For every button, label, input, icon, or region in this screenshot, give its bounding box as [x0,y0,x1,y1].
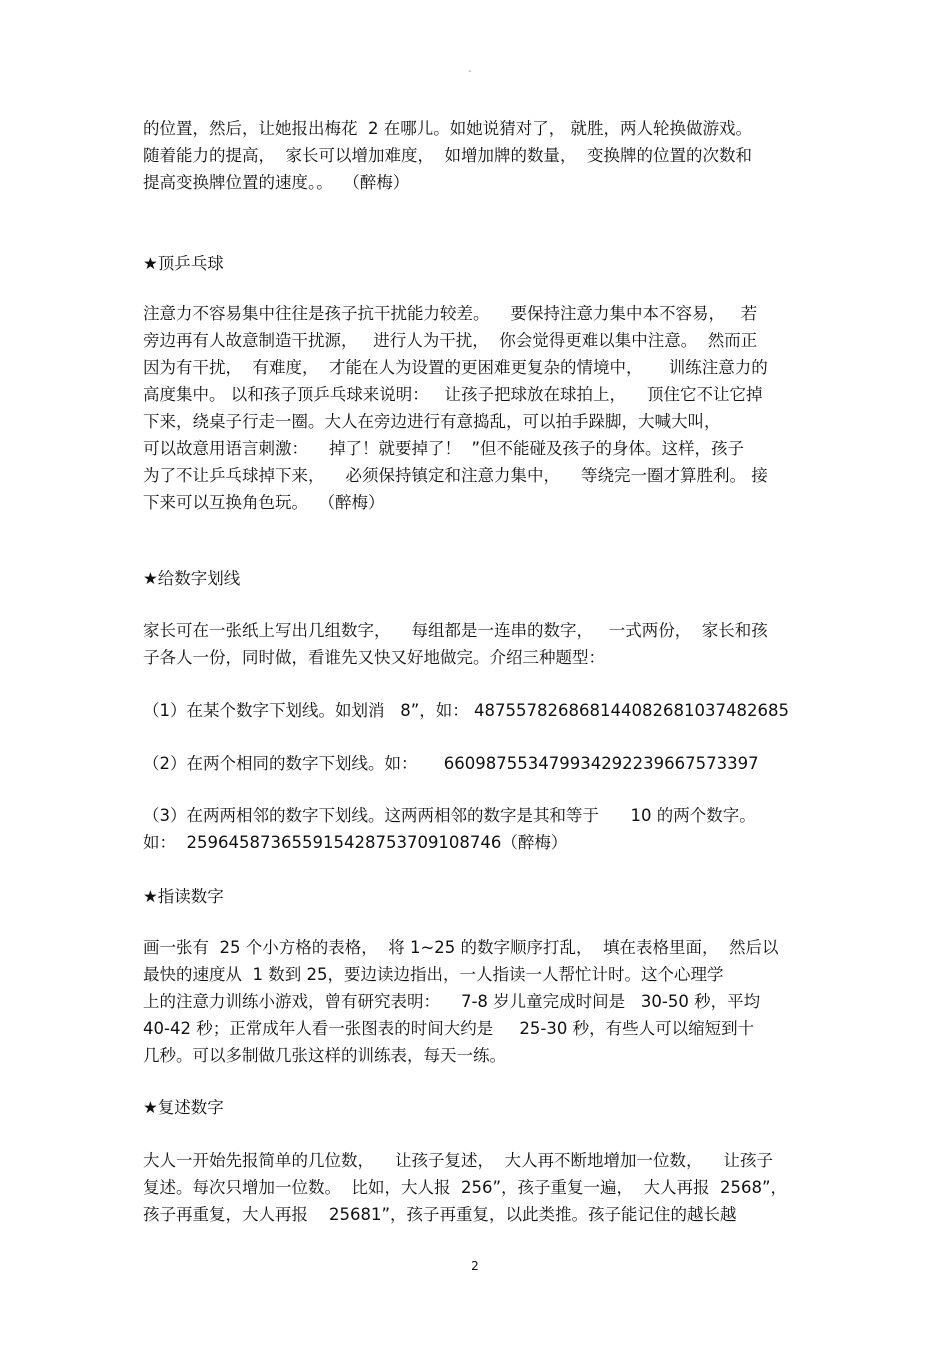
text-line: （1）在某个数字下划线。如划消 8”，如： 487557826868144082681037482685 [143,701,789,720]
list-item-type-2 [143,750,808,777]
paragraph-ping-pong [143,300,808,516]
paragraph-repeat-numbers [143,1147,808,1228]
section-heading-point-read: ★指读数字 [143,887,224,906]
text-line: 随着能力的提高， 家长可以增加难度， 如增加牌的数量， 变换牌的位置的次数和 [143,146,752,165]
text-line: 注意力不容易集中往往是孩子抗干扰能力较差。 要保持注意力集中本不容易， 若 [143,304,758,323]
paragraph-intro [143,115,808,196]
text-line: 如： 259645873655915428753709108746（醉梅） [143,833,568,852]
page-number: 2 [471,1259,479,1273]
text-line: 上的注意力训练小游戏，曾有研究表明： 7-8 岁儿童完成时间是 30-50 秒，平均 [143,992,761,1011]
section-heading-ping-pong: ★顶乒乓球 [143,254,224,273]
text-line: 高度集中。 以和孩子顶乒乓球来说明： 让孩子把球放在球拍上， 顶住它不让它掉 [143,385,763,404]
section-heading-underline-numbers: ★给数字划线 [143,569,241,588]
text-line: （3）在两两相邻的数字下划线。这两两相邻的数字是其和等于 10 的两个数字。 [143,806,756,825]
text-line: （2）在两个相同的数字下划线。如： 660987553479934292239667573397 [143,754,759,773]
text-line: 下来，绕桌子行走一圈。大人在旁边进行有意捣乱，可以拍手跺脚，大喊大叫， [143,412,721,431]
text-line: 子各人一份，同时做，看谁先又快又好地做完。介绍三种题型： [143,648,605,667]
text-line: 画一张有 25 个小方格的表格， 将 1~25 的数字顺序打乱， 填在表格里面， 然后以 [143,938,779,957]
text-line: 复述。每次只增加一位数。 比如，大人报 256”，孩子重复一遍， 大人再报 2568”， [143,1178,788,1197]
text-line: 提高变换牌位置的速度。。 （醉梅） [143,173,410,192]
section-heading-repeat-numbers: ★复述数字 [143,1098,224,1117]
text-line: 为了不让乒乓球掉下来， 必须保持镇定和注意力集中， 等绕完一圈才算胜利。 接 [143,466,768,485]
list-item-type-1 [143,697,808,724]
text-line: 下来可以互换角色玩。 （醉梅） [143,493,385,512]
text-line: 几秒。可以多制做几张这样的训练表，每天一练。 [143,1046,506,1065]
text-line: 最快的速度从 1 数到 25，要边读边指出，一人指读一人帮忙计时。这个心理学 [143,965,724,984]
list-item-type-3 [143,802,808,856]
top-mark: - [468,66,472,77]
paragraph-underline-numbers [143,617,808,671]
text-line: 孩子再重复，大人再报 25681”，孩子再重复，以此类推。孩子能记住的越长越 [143,1205,737,1224]
text-line: 的位置，然后，让她报出梅花 2 在哪儿。如她说猜对了， 就胜，两人轮换做游戏。 [143,119,752,138]
text-line: 40-42 秒；正常成年人看一张图表的时间大约是 25-30 秒，有些人可以缩短到十 [143,1019,755,1038]
text-line: 因为有干扰， 有难度， 才能在人为设置的更困难更复杂的情境中， 训练注意力的 [143,358,768,377]
paragraph-point-read [143,934,808,1069]
text-line: 可以故意用语言刺激： 掉了！就要掉了！ ”但不能碰及孩子的身体。这样，孩子 [143,439,745,458]
text-line: 旁边再有人故意制造干扰源， 进行人为干扰， 你会觉得更难以集中注意。 然而正 [143,331,758,350]
text-line: 大人一开始先报简单的几位数， 让孩子复述， 大人再不断地增加一位数， 让孩子 [143,1151,773,1170]
text-line: 家长可在一张纸上写出几组数字， 每组都是一连串的数字， 一式两份， 家长和孩 [143,621,768,640]
